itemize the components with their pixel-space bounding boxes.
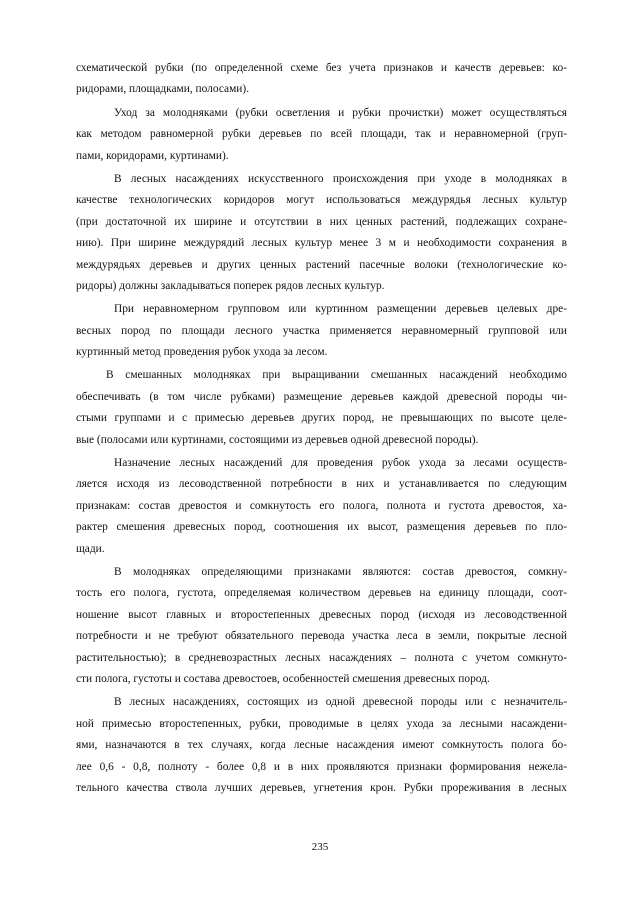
text-line: ношение высот главных и второстепенных древесных пород (исходя из лесоводственной: [76, 608, 567, 621]
text-line: ляется исходя из лесоводственной потребности в них и устанавливается по следующим: [76, 478, 567, 491]
text-line: вые (полосами или куртинами, состоящими из деревьев одной древесной породы).: [76, 433, 479, 446]
text-line: тельного качества ствола лучших деревьев, угнетения крон. Рубки прореживания в лесных: [76, 781, 567, 794]
text-line: схематической рубки (по определенной схеме без учета признаков и качеств деревьев: ко-: [76, 62, 567, 74]
text-line: Назначение лесных насаждений для проведения рубок ухода за лесами осуществ-: [114, 457, 567, 470]
text-line: растительностью); в средневозрастных лесных насаждениях – полнота с учетом сомкнуто-: [76, 651, 567, 664]
text-line: пами, коридорами, куртинами).: [76, 149, 229, 162]
text-line: стыми группами и с примесью деревьев других пород, не превышающих по высоте целе-: [76, 412, 567, 425]
text-line: нию). При ширине междурядий лесных культур менее 3 м и необходимости сохранения в: [76, 237, 567, 250]
paragraph: [76, 58, 567, 101]
text-line: весных пород по площади лесного участка применяется неравномерный групповой или: [76, 324, 567, 337]
text-line: сти полога, густоты и состава древостоев, особенностей смешения древесных пород.: [76, 672, 490, 685]
text-line: Уход за молодняками (рубки осветления и рубки прочистки) может осуществляться: [114, 106, 567, 119]
text-line: обеспечивать (в том числе рубками) размещение деревьев каждой древесной породы чи-: [76, 390, 567, 403]
text-line: рактер смешения древесных пород, соотношения их высот, размещения деревьев по пло-: [76, 521, 567, 534]
paragraph: [76, 299, 567, 363]
text-line: В лесных насаждениях, состоящих из одной древесной породы или с незначитель-: [114, 696, 567, 709]
paragraph: [76, 103, 567, 167]
text-line: щади.: [76, 542, 105, 555]
text-line: признакам: состав древостоя и сомкнутость его полога, полнота и густота древостоя, ха-: [76, 499, 567, 512]
text-line: (при достаточной их ширине и отсутствии в них ценных растений, подлежащих сохране-: [76, 215, 567, 228]
text-line: В молодняках определяющими признаками являются: состав древостоя, сомкну-: [114, 565, 567, 578]
paragraph: [76, 692, 567, 799]
text-line: как методом равномерной рубки деревьев по всей площади, так и неравномерной (груп-: [76, 128, 567, 141]
text-line: лее 0,6 - 0,8, полноту - более 0,8 и в них проявляются признаки формирования нежела-: [76, 760, 567, 773]
paragraph: [76, 562, 567, 690]
page-number: 235: [311, 841, 329, 853]
text-line: куртинный метод проведения рубок ухода за лесом.: [76, 346, 328, 359]
body-text: [76, 58, 567, 799]
text-line: В смешанных молодняках при выращивании смешанных насаждений необходимо: [106, 369, 567, 382]
text-line: При неравномерном групповом или куртинном размещении деревьев целевых дре-: [114, 303, 567, 316]
paragraph: [76, 169, 567, 297]
text-line: потребности и не требуют обязательного перевода участка леса в земли, покрытые лесной: [76, 630, 567, 643]
text-line: тость его полога, густота, определяемая количеством деревьев на единицу площади, соот-: [76, 587, 567, 600]
text-line: качестве технологических коридоров могут использоваться междурядья лесных культур: [76, 194, 567, 207]
text-line: ной примесью второстепенных, рубки, проводимые в целях ухода за лесными насаждени-: [76, 717, 567, 730]
text-line: В лесных насаждениях искусственного происхождения при уходе в молодняках в: [114, 172, 567, 185]
text-line: ридоры) должны закладываться поперек рядов лесных культур.: [76, 279, 385, 292]
text-line: ридорами, площадками, полосами).: [76, 83, 250, 96]
paragraph: [76, 453, 567, 560]
text-line: междурядьях деревьев и других ценных растений пасечные волоки (технологические ко-: [76, 258, 567, 271]
paragraph: [76, 365, 567, 451]
text-line: ями, назначаются в тех случаях, когда лесные насаждения имеют сомкнутость полога бо-: [76, 739, 567, 752]
